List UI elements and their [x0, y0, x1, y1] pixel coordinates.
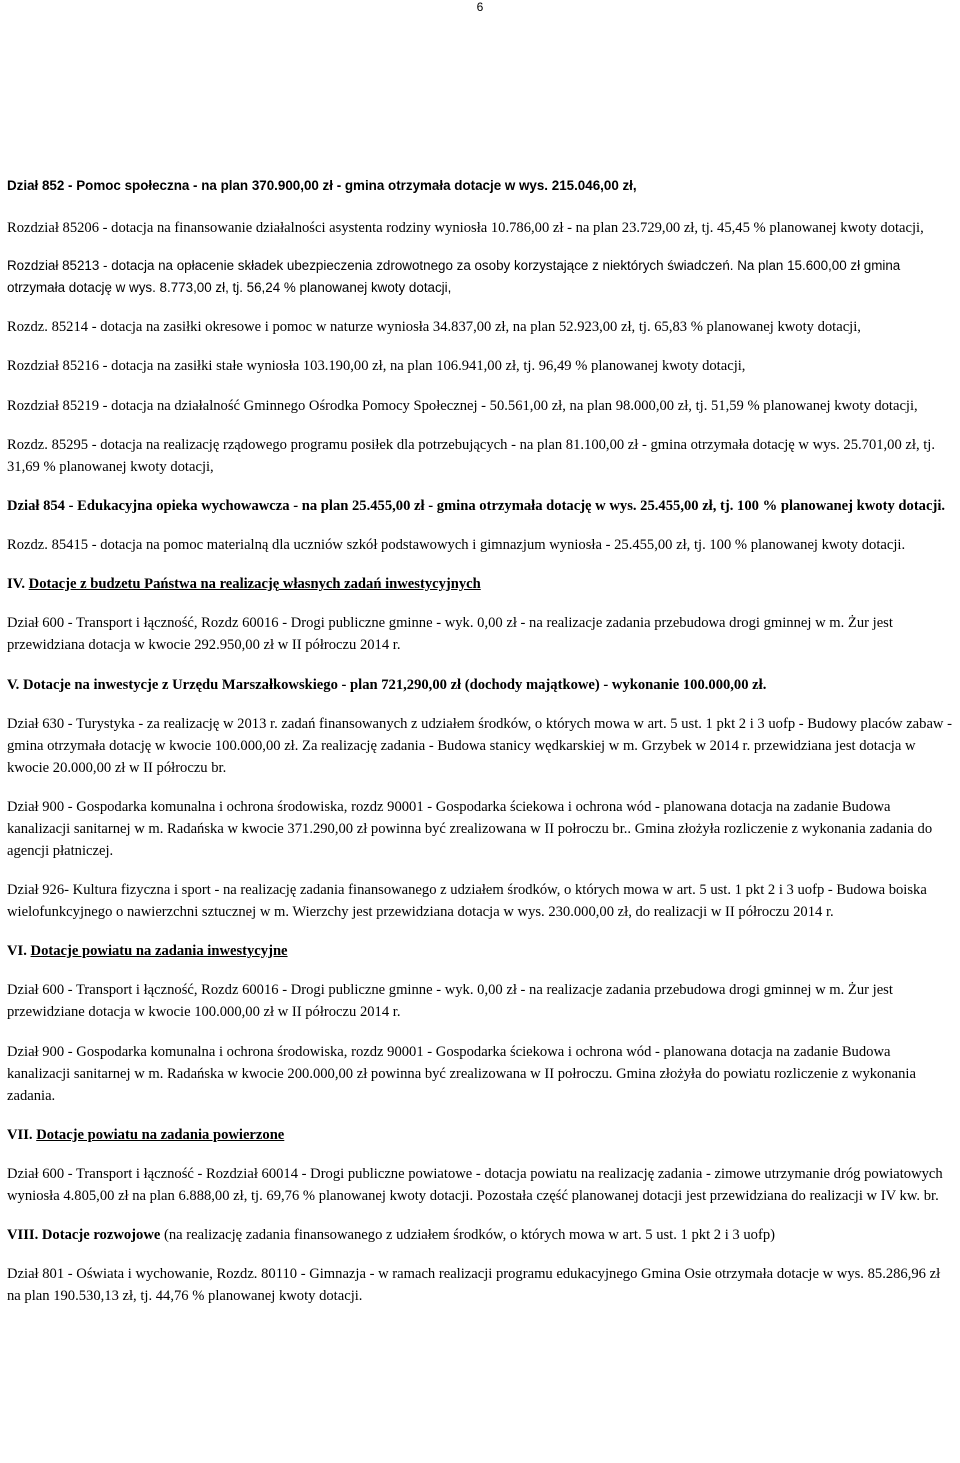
- section-title: Dotacje z budzetu Państwa na realizację własnych zadań inwestycyjnych: [28, 576, 481, 592]
- paragraph-dzial-600-powiat: Dział 600 - Transport i łączność, Rozdz 60016 - Drogi publiczne gminne - wyk. 0,00 zł - na realizacje zadania przebudowa drogi gminnej w m. Żur jest przewidziane dotacja w kwocie 100.000,00 zł w II półroczu 2014 r.: [7, 982, 893, 1020]
- section-number: VI.: [7, 943, 27, 959]
- paragraph-85206: Rozdział 85206 - dotacja na finansowanie działalności asystenta rodziny wyniosła 10.786,00 zł - na plan 23.729,00 zł, tj. 45,45 % planowanej kwoty dotacji,: [7, 220, 924, 236]
- heading-dzial-854: Dział 854 - Edukacyjna opieka wychowawcza - na plan 25.455,00 zł - gmina otrzymała dotację w wys. 25.455,00 zł, tj. 100 % planowanej kwoty dotacji.: [7, 498, 946, 514]
- section-heading-viii: [7, 1224, 957, 1246]
- paragraph-dzial-900-371: Dział 900 - Gospodarka komunalna i ochrona środowiska, rozdz 90001 - Gospodarka ściekowa i ochrona wód - planowana dotacja na zadanie Budowa kanalizacji sanitarnej w m. Radańska w kwocie 371.290,00 zł powinna być zrealizowana w II połroczu br.. Gmina złożyła rozliczenie z wykonania zadania do agencji płatniczej.: [7, 799, 933, 859]
- section-title-note: (na realizację zadania finansowanego z udziałem środków, o których mowa w art. 5 ust. 1 pkt 2 i 3 uofp): [160, 1227, 775, 1243]
- paragraph-dzial-630: Dział 630 - Turystyka - za realizację w 2013 r. zadań finansowanych z udziałem środków, o których mowa w art. 5 ust. 1 pkt 2 i 3 uofp - Budowy placów zabaw - gmina otrzymała dotację w kwocie 100.000,00 zł. Za realizację zadania - Budowa stanicy wędkarskiej w m. Grzybek w 2014 r. przewidziana jest dotacja w kwocie 20.000,00 zł w II półroczu br.: [7, 716, 952, 776]
- section-number: IV.: [7, 576, 25, 592]
- heading-dzial-852: Dział 852 - Pomoc społeczna - na plan 370.900,00 zł - gmina otrzymała dotacje w wys. 215.046,00 zł,: [7, 178, 637, 193]
- paragraph-85219: Rozdział 85219 - dotacja na działalność Gminnego Ośrodka Pomocy Społecznej - 50.561,00 zł, na plan 98.000,00 zł, tj. 51,59 % planowanej kwoty dotacji,: [7, 398, 918, 414]
- page-number: 6: [476, 0, 484, 14]
- section-title: Dotacje powiatu na zadania powierzone: [36, 1127, 285, 1143]
- paragraph-85213: Rozdział 85213 - dotacja na opłacenie składek ubezpieczenia zdrowotnego za osoby korzystające z niektórych świadczeń. Na plan 15.600,00 zł gmina otrzymała dotację w wys. 8.773,00 zł, tj. 56,24 % planowanej kwoty dotacji,: [7, 258, 901, 295]
- paragraph-85295: Rozdz. 85295 - dotacja na realizację rządowego programu posiłek dla potrzebujących - na plan 81.100,00 zł - gmina otrzymała dotację w wys. 25.701,00 zł, tj. 31,69 % planowanej kwoty dotacji,: [7, 437, 936, 475]
- section-heading-v: V. Dotacje na inwestycje z Urzędu Marszałkowskiego - plan 721,290,00 zł (dochody majątkowe) - wykonanie 100.000,00 zł.: [7, 677, 767, 693]
- paragraph-dzial-600-60014: Dział 600 - Transport i łączność - Rozdział 60014 - Drogi publiczne powiatowe - dotacja powiatu na realizację zadania - zimowe utrzymanie dróg powiatowych wyniosła 4.805,00 zł na plan 6.888,00 zł, tj. 69,76 % planowanej kwoty dotacji. Pozostała część planowanej dotacji jest przewidziana do realizacji w IV kw. br.: [7, 1166, 943, 1204]
- section-number: VIII.: [7, 1227, 39, 1243]
- section-number: VII.: [7, 1127, 33, 1143]
- section-heading-iv: [7, 573, 957, 595]
- paragraph-85216: Rozdział 85216 - dotacja na zasiłki stałe wyniosła 103.190,00 zł, na plan 106.941,00 zł, tj. 96,49 % planowanej kwoty dotacji,: [7, 358, 746, 374]
- section-heading-vi: [7, 940, 957, 962]
- paragraph-85214: Rozdz. 85214 - dotacja na zasiłki okresowe i pomoc w naturze wyniosła 34.837,00 zł, na plan 52.923,00 zł, tj. 65,83 % planowanej kwoty dotacji,: [7, 319, 861, 335]
- paragraph-dzial-801: Dział 801 - Oświata i wychowanie, Rozdz. 80110 - Gimnazja - w ramach realizacji programu edukacyjnego Gmina Osie otrzymała dotacje w wys. 85.286,96 zł na plan 190.530,13 zł, tj. 44,76 % planowanej kwoty dotacji.: [7, 1266, 941, 1304]
- section-heading-vii: [7, 1124, 957, 1146]
- document-body: [7, 175, 957, 1307]
- paragraph-dzial-600-zur: Dział 600 - Transport i łączność, Rozdz 60016 - Drogi publiczne gminne - wyk. 0,00 zł - na realizacje zadania przebudowa drogi gminnej w m. Żur jest przewidziana dotacja w kwocie 292.950,00 zł w II półroczu 2014 r.: [7, 615, 893, 653]
- section-title: Dotacje powiatu na zadania inwestycyjne: [30, 943, 288, 959]
- paragraph-dzial-900-200: Dział 900 - Gospodarka komunalna i ochrona środowiska, rozdz 90001 - Gospodarka ściekowa i ochrona wód - planowana dotacja na zadanie Budowa kanalizacji sanitarnej w m. Radańska w kwocie 200.000,00 zł powinna być zrealizowana w II połroczu. Gmina złożyła do powiatu rozliczenie z wykonania zadania.: [7, 1044, 916, 1104]
- section-title: Dotacje rozwojowe: [41, 1227, 161, 1243]
- paragraph-85415: Rozdz. 85415 - dotacja na pomoc materialną dla uczniów szkół podstawowych i gimnazjum wyniosła - 25.455,00 zł, tj. 100 % planowanej kwoty dotacji.: [7, 537, 906, 553]
- paragraph-dzial-926: Dział 926- Kultura fizyczna i sport - na realizację zadania finansowanego z udziałem środków, o których mowa w art. 5 ust. 1 pkt 2 i 3 uofp - Budowa boiska wielofunkcyjnego o nawierzchni sztucznej w m. Wierzchy jest przewidziana dotacja w wys. 230.000,00 zł, do realizacji w II półroczu 2014 r.: [7, 882, 927, 920]
